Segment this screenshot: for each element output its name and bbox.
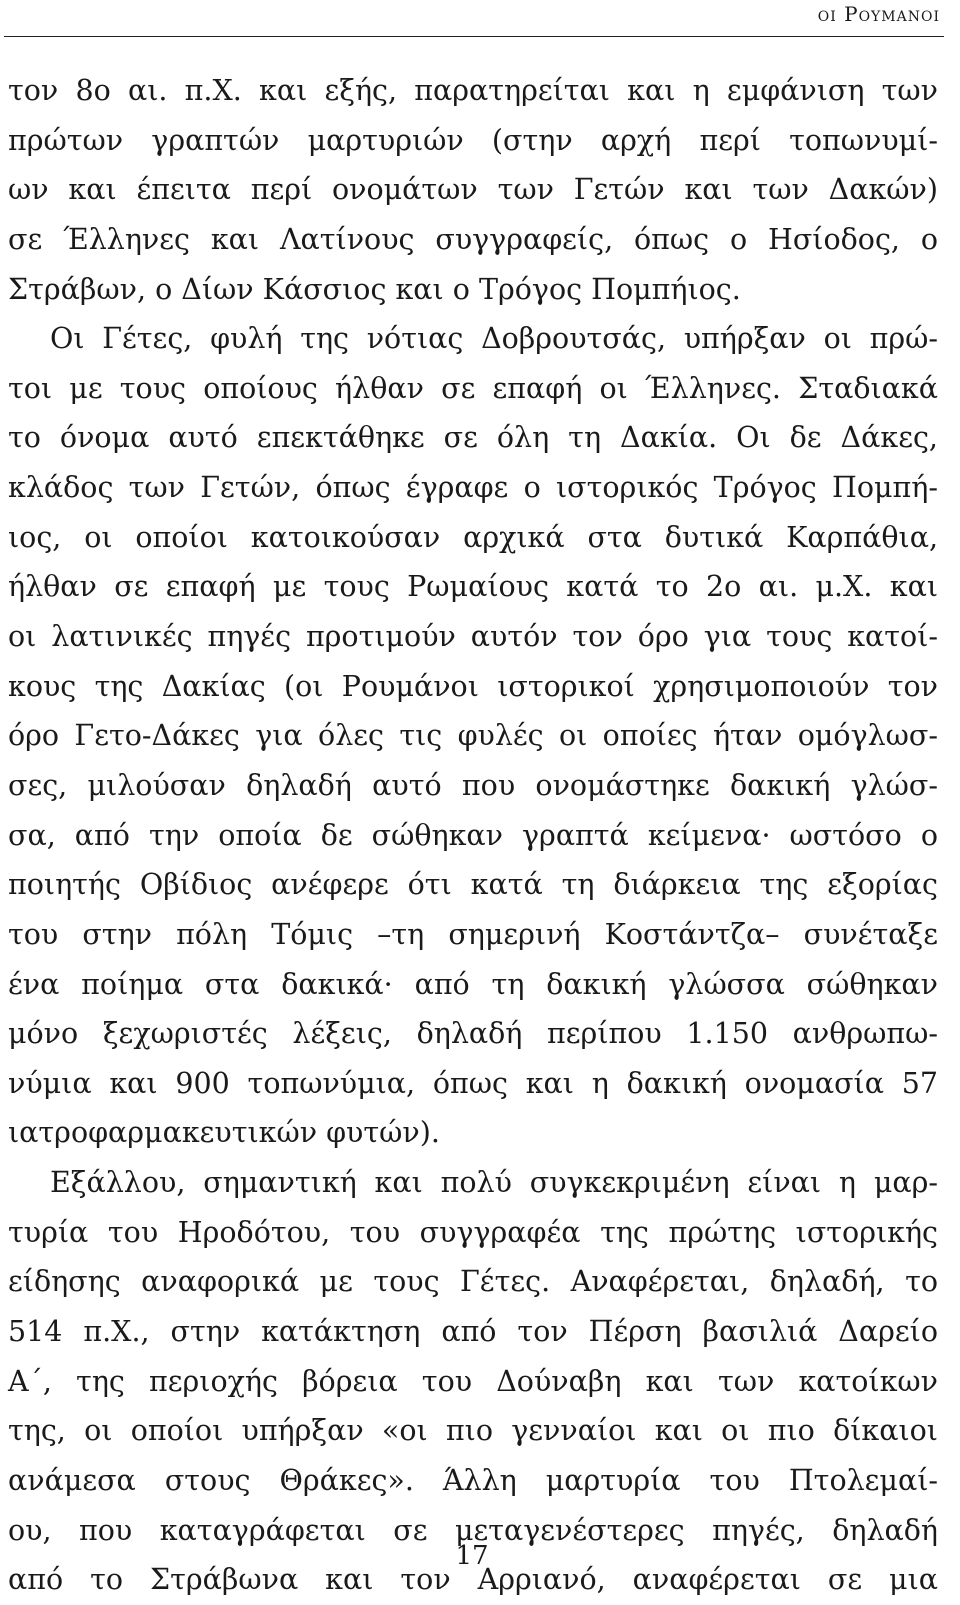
text-line: μόνο ξεχωριστές λέξεις, δηλαδή περίπου 1.150 ανθρωπω- [8,1017,938,1051]
page-number: 17 [455,1541,489,1571]
text-line: είδησης αναφορικά με τους Γέτες. Αναφέρεται, δηλαδή, το [8,1265,938,1299]
running-title: οι Ρουμανοι [817,2,940,26]
text-line: Οι Γέτες, φυλή της νότιας Δοβρουτσάς, υπήρξαν οι πρώ- [50,322,938,356]
text-line: τον 8ο αι. π.Χ. και εξής, παρατηρείται και η εμφάνιση των [8,74,938,107]
text-line: ιατροφαρμακευτικών φυτών). [8,1116,440,1150]
text-line: ένα ποίημα στα δακικά· από τη δακική γλώσσα σώθηκαν [8,967,938,1001]
text-line: ήλθαν σε επαφή με τους Ρωμαίους κατά το 2ο αι. μ.Χ. και [8,570,938,604]
text-line: πρώτων γραπτών μαρτυριών (στην αρχή περί τοπωνυμί- [8,123,938,157]
text-line: σα, από την οποία δε σώθηκαν γραπτά κείμενα· ωστόσο ο [8,818,938,852]
text-line: κλάδος των Γετών, όπως έγραφε ο ιστορικός Τρόγος Πομπή- [8,471,938,505]
text-line: όρο Γετο-Δάκες για όλες τις φυλές οι οποίες ήταν ομόγλωσ- [8,719,938,753]
text-line: ανάμεσα στους Θράκες». Άλλη μαρτυρία του Πτολεμαί- [8,1463,938,1497]
text-line: σε Έλληνες και Λατίνους συγγραφείς, όπως ο Ησίοδος, ο [8,222,938,256]
text-line: τυρία του Ηροδότου, του συγγραφέα της πρώτης ιστορικής [8,1215,938,1249]
text-line: σες, μιλούσαν δηλαδή αυτό που ονομάστηκε δακική γλώσ- [8,768,938,802]
text-line: το όνομα αυτό επεκτάθηκε σε όλη τη Δακία. Οι δε Δάκες, [8,421,938,455]
text-line: τοι με τους οποίους ήλθαν σε επαφή οι Έλληνες. Σταδιακά [8,371,938,405]
text-line: ιος, οι οποίοι κατοικούσαν αρχικά στα δυτικά Καρπάθια, [8,520,938,554]
text-line: της, οι οποίοι υπήρξαν «οι πιο γενναίοι και οι πιο δίκαιοι [8,1414,938,1448]
text-line: του στην πόλη Τόμις –τη σημερινή Κοστάντζα– συνέταξε [8,917,938,951]
text-line: ων και έπειτα περί ονομάτων των Γετών και των Δακών) [8,173,938,207]
header-rule [4,36,944,37]
body-text [8,66,938,1605]
text-line: Εξάλλου, σημαντική και πολύ συγκεκριμένη είναι η μαρ- [50,1166,938,1200]
text-line: ου, που καταγράφεται σε μεταγενέστερες πηγές, δηλαδή [8,1513,938,1547]
text-line: από το Στράβωνα και τον Αρριανό, αναφέρεται σε μια [8,1563,938,1597]
text-line: Α΄, της περιοχής βόρεια του Δούναβη και των κατοίκων [8,1364,938,1398]
text-line: 514 π.Χ., στην κατάκτηση από τον Πέρση βασιλιά Δαρείο [8,1315,938,1349]
text-line: ποιητής Οβίδιος ανέφερε ότι κατά τη διάρκεια της εξορίας [8,868,938,902]
text-line: οι λατινικές πηγές προτιμούν αυτόν τον όρο για τους κατοί- [8,620,938,654]
running-head [0,0,940,34]
text-line: νύμια και 900 τοπωνύμια, όπως και η δακική ονομασία 57 [8,1066,938,1100]
text-line: κους της Δακίας (οι Ρουμάνοι ιστορικοί χρησιμοποιούν τον [8,669,938,703]
text-line: Στράβων, ο Δίων Κάσσιος και ο Τρόγος Πομπήιος. [8,272,741,306]
